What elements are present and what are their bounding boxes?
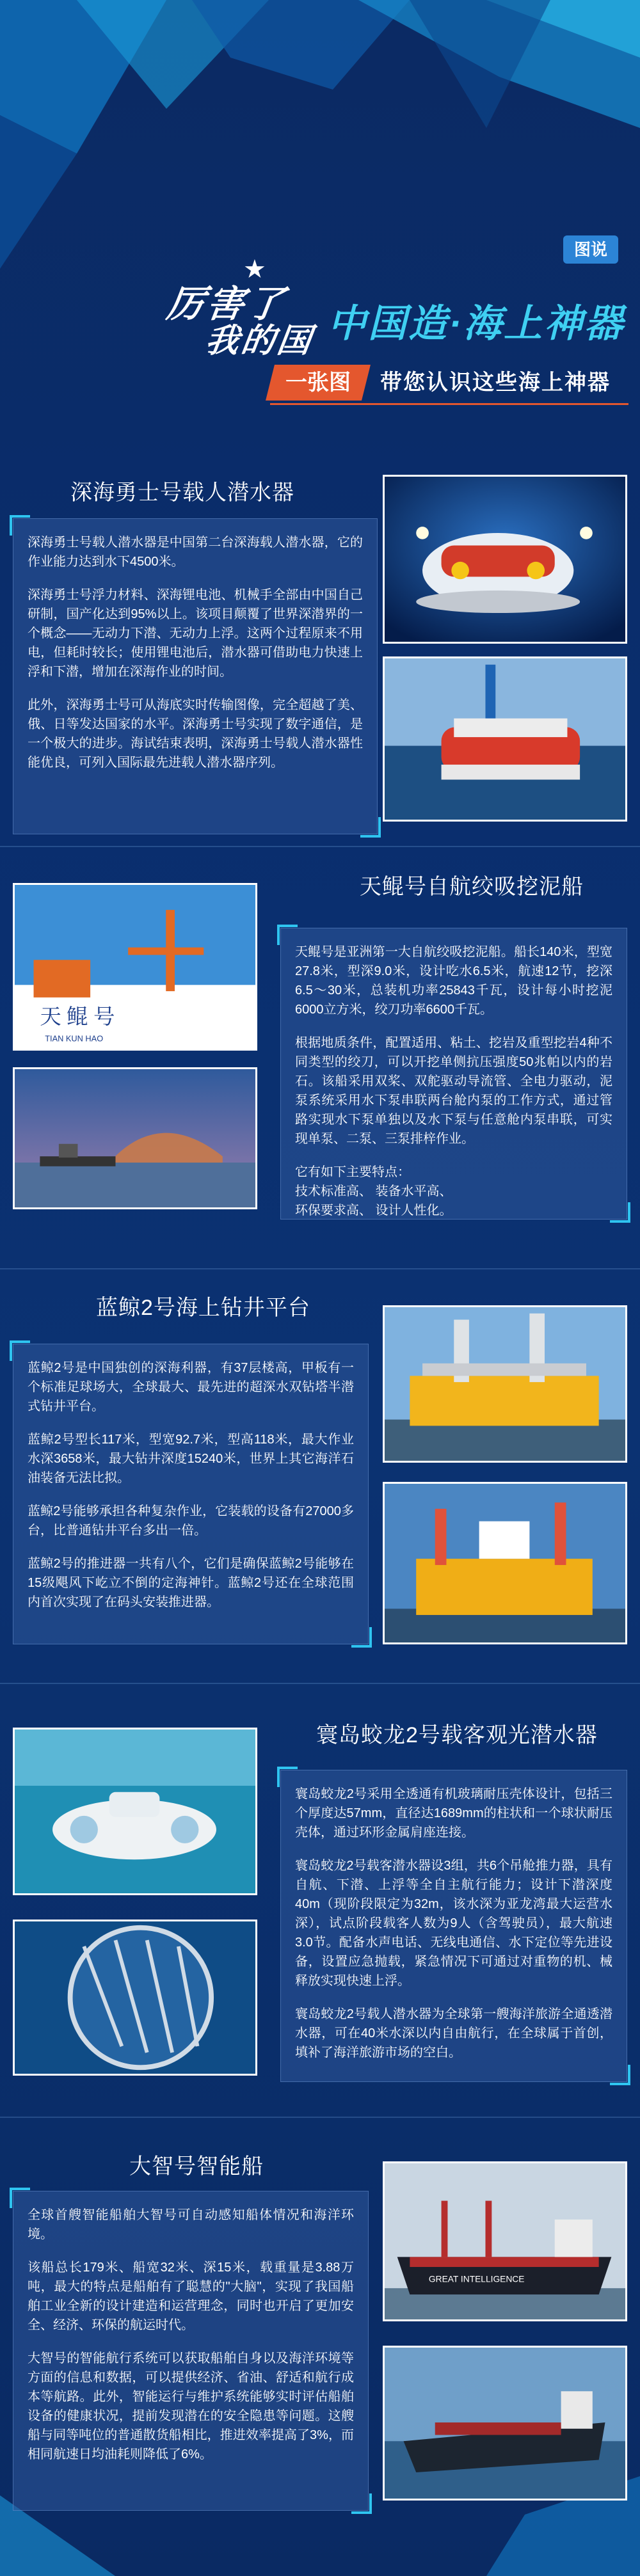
section-title: 天鲲号自航绞吸挖泥船 — [360, 875, 584, 899]
paragraph: 蓝鲸2号是中国独创的深海利器，有37层楼高，甲板有一个标准足球场大，全球最大、最先进的超深水双钻塔半潜式钻井平台。 — [28, 1361, 354, 1413]
paragraph: 蓝鲸2号的推进器一共有八个，它们是确保蓝鲸2号能够在15级飓风下屹立不倒的定海神针。蓝鲸2号还在全球范围内首次实现了在码头安装推进器。 — [28, 1557, 354, 1609]
section-divider — [0, 846, 640, 847]
section-textbox — [13, 2191, 369, 2511]
brand-line2: 我的国 — [203, 322, 316, 360]
corner-decoration — [10, 1340, 30, 1361]
brand-line1: 厉害了 — [164, 283, 289, 325]
corner-decoration — [610, 2065, 630, 2085]
drilling-platform-photo-2 — [383, 1482, 627, 1644]
corner-decoration — [277, 1767, 298, 1787]
paragraph: 全球首艘智能船舶大智号可自动感知船体情况和海洋环境。 — [28, 2208, 354, 2241]
corner-decoration — [351, 1627, 372, 1648]
paragraph: 寰岛蛟龙2号载人潜水器为全球第一艘海洋旅游全通透潜水器，可在40米水深以内自由航行，在全球属于首创，填补了海洋旅游市场的空白。 — [295, 2007, 612, 2060]
dredger-photo-1 — [13, 883, 257, 1051]
paragraph: 此外，深海勇士号可从海底实时传输图像，完全超越了美、俄、日等发达国家的水平。深海勇士号实现了数字通信，是一个极大的进步。海试结束表明，深海勇士号载人潜水器性能优良，可列入国际最先进载人潜水器序列。 — [28, 698, 363, 770]
paragraph: 大智号的智能航行系统可以获取船舶自身以及海洋环境等方面的信息和数据，可以提供经济、省油、舒适和航行成本等航路。此外，智能运行与维护系统能够实时评估船舶设备的健康状况，提前发现潜在的安全隐患等问题。这艘船与同等吨位的普通散货船相比，推进效率提高了3%，而相同航速日均油耗则降低了6%。 — [28, 2351, 354, 2461]
section-textbox — [13, 1344, 369, 1644]
subtitle-tag-label: 一张图 — [285, 370, 351, 395]
subtitle-tag — [266, 365, 371, 401]
paragraph: 蓝鲸2号型长117米，型宽92.7米，型高118米，最大作业水深3658米，最大钻井深度15240米，世界上其它海洋石油装备无法比拟。 — [28, 1433, 354, 1485]
ship-name-en: TIAN KUN HAO — [45, 1033, 104, 1044]
tourist-submersible-photo-1 — [13, 1728, 257, 1895]
section-divider — [0, 1683, 640, 1684]
section-textbox — [280, 1770, 627, 2082]
corner-decoration — [277, 925, 298, 945]
dredger-photo-2 — [13, 1067, 257, 1209]
section-divider — [0, 2117, 640, 2118]
paragraph: 寰岛蛟龙2号载客潜水器设3组，共6个吊舱推力器，具有自航、下潜、上浮等全自主航行能力；设计下潜深度40m（现阶段限定为32m，该水深为亚龙湾最大运营水深），试点阶段载客人数为9人（含驾驶员），最大航速3.0节。配备水声电话、无线电通信、水下定位等先进设备，设置应急抛载，紧急情况下可通过对重物的机、械释放实现快速上浮。 — [295, 1859, 612, 1988]
tushuo-badge: 图说 — [563, 235, 618, 264]
section-title: 寰岛蛟龙2号载客观光潜水器 — [316, 1723, 598, 1747]
smart-ship-photo-1 — [383, 2161, 627, 2321]
paragraph: 深海勇士号载人潜水器是中国第二台深海载人潜水器，它的作业能力达到水下4500米。 — [28, 536, 363, 569]
section-textbox — [280, 928, 627, 1220]
header-banner — [0, 0, 640, 448]
paragraph: 根据地质条件，配置适用、粘土、挖岩及重型挖岩4种不同类型的绞刀，可以开挖单侧抗压强度50兆帕以内的岩石。该船采用双桨、双舵驱动导流管、全电力驱动，泥泵系统采用水下泵串联两台舱内泵的工作方式，通过管路实现水下泵单独以及水下泵与任意舱内泵串联，可实现单泵、二泵、三泵排梓作业。 — [295, 1036, 612, 1146]
paragraph: 蓝鲸2号能够承担各种复杂作业，它装载的设备有27000多台，比普通钻井平台多出一倍。 — [28, 1504, 354, 1538]
corner-decoration — [610, 1202, 630, 1223]
paragraph: 天鲲号是亚洲第一大自航绞吸挖泥船。船长140米，型宽27.8米，型深9.0米，设计吃水6.5米，航速12节，挖深6.5～30米，总装机功率25843千瓦，设计每小时挖泥6000立方米，绞刀功率6600千瓦。 — [295, 945, 612, 1017]
paragraph: 寰岛蛟龙2号采用全透通有机玻璃耐压壳体设计，包括三个厚度达57mm，直径达1689mm的柱状和一个球状耐压壳体，通过环形金属肩座连接。 — [295, 1787, 612, 1840]
paragraph: 该船总长179米、船宽32米、深15米，载重量是3.88万吨，最大的特点是船舶有了聪慧的"大脑"，实现了我国船舶工业全新的设计建造和运营理念，同时也开启了更加安全、经济、环保的航运时代。 — [28, 2261, 354, 2332]
subtitle-text: 带您认识这些海上神器 — [380, 370, 611, 395]
ship-name-cn: 天 鲲 号 — [40, 1005, 115, 1029]
corner-decoration — [351, 2493, 372, 2514]
star-icon: ★ — [243, 255, 266, 283]
page-title: 中国造·海上神器 — [328, 302, 625, 345]
section-title: 蓝鲸2号海上钻井平台 — [96, 1296, 310, 1320]
submersible-photo-1 — [383, 475, 627, 644]
section-title: 大智号智能船 — [129, 2154, 264, 2179]
brand-logo — [164, 255, 328, 360]
corner-decoration — [360, 817, 381, 838]
tourist-submersible-photo-2 — [13, 1920, 257, 2076]
drilling-platform-photo-1 — [383, 1305, 627, 1463]
smart-ship-photo-2 — [383, 2346, 627, 2500]
section-title: 深海勇士号载人潜水器 — [70, 481, 294, 505]
subtitle-row — [270, 365, 628, 401]
corner-decoration — [10, 2188, 30, 2208]
paragraph: 深海勇士号浮力材料、深海锂电池、机械手全部由中国自己研制，国产化达到95%以上。该项目颠覆了世界深潜界的一个概念——无动力下潜、无动力上浮。这两个过程原来不用电，但耗时较长；使用锂电池后，潜水器可借助电力快速上浮和下潜，增加在深海作业的时间。 — [28, 588, 363, 679]
paragraph: 它有如下主要特点： 技术标准高、 装备水平高、 环保要求高、 设计人性化。 — [295, 1165, 452, 1218]
ship-name-en: GREAT INTELLIGENCE — [428, 2274, 525, 2284]
section-divider — [0, 1268, 640, 1269]
section-textbox — [13, 518, 378, 834]
submersible-photo-2 — [383, 656, 627, 822]
corner-decoration — [10, 515, 30, 536]
subtitle-underline — [270, 403, 628, 405]
